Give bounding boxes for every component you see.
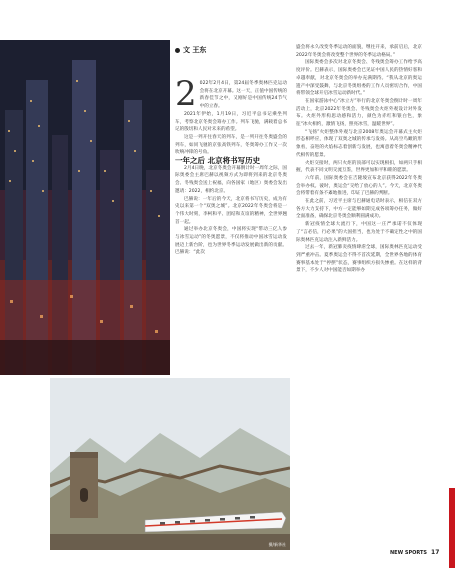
paragraph: 盛会将永久改变冬季运动的面貌，继往开来，承前启后，北京2022年冬奥会将改变整个世界的冬季运动格局。” bbox=[296, 45, 422, 58]
byline: 文 王东 bbox=[175, 45, 206, 55]
accent-bar bbox=[449, 488, 455, 568]
city-night-photo bbox=[0, 40, 170, 375]
page-number: 17 bbox=[431, 549, 440, 556]
paragraph: 通过举办北京冬奥会，中国将实现“带动三亿人参与冰雪运动”的冬奥愿景，不仅将推动中国冰雪运动发展迈上新台阶，也为世界冬季运动发展做出新的贡献。巴赫说：“此次 bbox=[175, 227, 287, 256]
paragraph: 在国家游泳中心“冰立方”举行的北京冬奥会倒计时一周年活动上，北京2022年冬奥会、冬残奥会火炬外观设计对外发布。火炬外形构思动感和活力，颜色为赤红和银白色，象征“冰火相约，激情飞扬，照亮冰雪，温暖世界”。 bbox=[296, 98, 422, 128]
paragraph: 火炬交接时，两只火炬的顶部可以实现相扣，如两只手相握，代表不同文明交流互鉴，世界更加和平和睦的愿景。 bbox=[296, 160, 422, 174]
paragraph: 022年2月4日，第24届冬季奥林匹克运动会将在北京开幕。这一天，正值中国传统的新春佳节之中，又刚好是中国传统24节气中的立春。 bbox=[199, 81, 287, 110]
great-wall-train-photo bbox=[50, 378, 290, 550]
section-heading: 一年之后 北京将书写历史 bbox=[175, 156, 261, 166]
photo-credit: 摄/新华社 bbox=[268, 542, 286, 547]
paragraph: 2021年伊始，1月19日，习近平总书记乘坐列车，考察北京冬奥会筹办工作。列车飞驰，满载着总书记的殷切和人民对未来的希望。 bbox=[175, 111, 287, 133]
paragraph: 六年前，国际奥委会在吉隆坡宣布北京获得2022年冬奥会举办权。彼时，奥运会“交给了放心的人”。今天，北京冬奥会将带着有条不紊地推进，印证了巴赫的判断。 bbox=[296, 175, 422, 197]
paragraph: 过去一年，新冠肺炎疫情肆虐全球，国际奥林匹克运动受到严重冲击。夏季奥运会不得不首次延期，全世界各地的体育赛事基本处于“停摆”状态，赛事组织方损失惨重。在这样的背景下，不少人对中国能否如期举办 bbox=[296, 245, 422, 274]
paragraph: 新冠疫情全球大流行下，中国这一庄严承诺不仅体现了“言必信，行必果”的大国担当，也为处于不确定性之中的国际奥林匹克运动注入新鲜活力。 bbox=[296, 222, 422, 243]
paragraph: 这是一列开往春天的列车，是一列开往冬奥盛会的列车，如同飞驰的京张高铁列车，冬奥筹办工作又一次吹响冲锋的号角。 bbox=[175, 134, 287, 156]
article-column-1 bbox=[175, 74, 287, 257]
magazine-brand: NEW SPORTS bbox=[390, 550, 428, 556]
paragraph: 在此之前，习近平主席与巴赫通电话时表示，相信在双方各方大力支持下，中方一定能够如期完成各项筹办任务，做好全面准备，确保北京冬奥会顺利圆满成功。 bbox=[296, 199, 422, 220]
paragraph: 巴赫说：一年后的今天，北京将书写历史，成为有史以来第一个“双奥之城”。北京2022年冬奥会将是一个伟大时刻，李柯和平、团结和友谊的精神，全世界翘首一起。 bbox=[175, 196, 287, 225]
article-column-2 bbox=[296, 44, 422, 275]
paragraph: “飞扬”火炬整体外观与北京2008年奥运会开幕式主火炬形态相呼应，体现了双奥之城的传承与发扬。从高空鸟瞰的形象看，奋进的火焰标志着创新与发展，也寓意着冬奥会精神代代相传的愿景。 bbox=[296, 129, 422, 158]
byline-bullet-icon bbox=[175, 48, 180, 53]
paragraph: 2月4日晚，北京冬奥会开幕倒计时一周年之际，国际奥委会主席巴赫以视频方式为即将到来的北京冬奥会、冬残奥会送上祝福，向各国家（地区）奥委会发出邀请：2022，相约北京。 bbox=[175, 165, 287, 194]
page-footer bbox=[390, 549, 439, 556]
paragraph: 国际奥委会多次对北京冬奥会、冬残奥会筹办工作给予高度评价。巴赫表示，国际奥委会已见证中国人民的热情好客和卓越奉献，对北京冬奥会的举办充满期待。“我从北京的奥运遗产中深受鼓舞，与北京冬奥组委的工作人员密切合作，中国将带领全球开启冰雪运动新时代。” bbox=[296, 60, 422, 97]
drop-cap: 2 bbox=[175, 74, 197, 114]
